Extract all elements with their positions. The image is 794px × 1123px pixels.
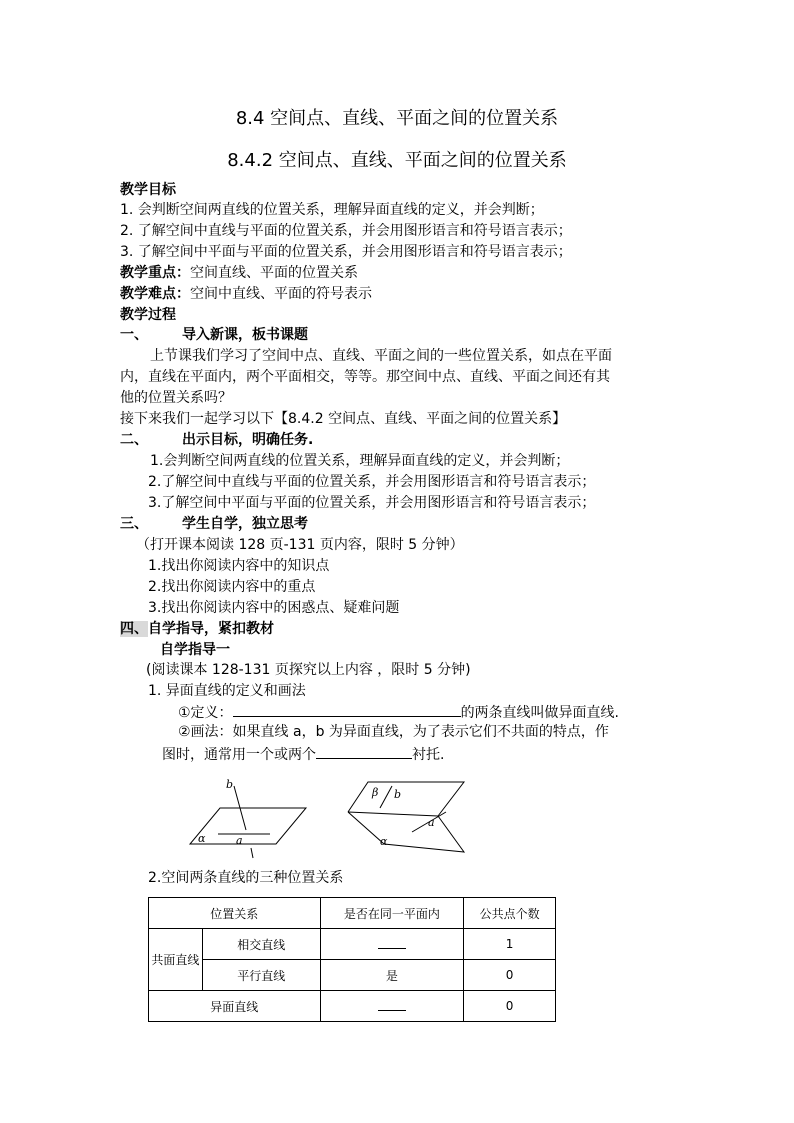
header-cell: 位置关系 [149,898,321,929]
intro-line: 内，直线在平面内，两个平面相交，等等。那空间中点、直线、平面之间还有其 [120,369,610,385]
relation-name: 平行直线 [202,960,320,991]
relation-name: 异面直线 [149,991,321,1022]
group-cell: 共面直线 [149,929,203,991]
section-title: 学生自学，独立思考 [182,516,308,532]
skew-lines-figure-one-plane [188,772,318,862]
header-cell: 公共点个数 [464,898,556,929]
section-title: 自学指导，紧扣教材 [148,621,274,637]
target-item: 2.了解空间中直线与平面的位置关系，并会用图形语言和符号语言表示； [148,474,596,490]
page-subtitle: 8.4.2 空间点、直线、平面之间的位置关系 [227,150,567,171]
label-alpha: α [380,835,388,848]
section-2-heading [120,430,313,450]
target-item: 1.会判断空间两直线的位置关系，理解异面直线的定义，并会判断； [150,453,570,469]
relation-name: 相交直线 [202,929,320,960]
label-b: b [226,778,234,791]
label-a: a [236,834,243,847]
goal-item: 1. 会判断空间两直线的位置关系，理解异面直线的定义，并会判断； [120,202,544,218]
definition-suffix: 的两条直线叫做异面直线. [460,705,620,721]
key-point: 教学重点：空间直线、平面的位置关系 [120,265,358,281]
section-title: 导入新课，板书课题 [182,327,308,343]
page-title: 8.4 空间点、直线、平面之间的位置关系 [235,108,559,129]
header-cell: 是否在同一平面内 [320,898,464,929]
draw-method-suffix: 衬托. [412,747,445,763]
draw-method-text: 图时，通常用一个或两个 [162,747,316,763]
table-row [149,929,556,960]
guide-title: 自学指导一 [160,642,230,658]
label-b: b [394,788,402,801]
draw-method-line-2 [162,744,444,765]
table-row [149,960,556,991]
line-relations-table [148,897,556,1022]
section-4-heading [120,619,274,639]
table-header-row [149,898,556,929]
draw-method-blank [316,744,412,759]
section-number: 四、 [120,621,148,637]
definition-blank [233,702,461,717]
item-2: 2.空间两条直线的三种位置关系 [148,870,344,886]
section-1-heading [120,325,308,345]
count-cell: 0 [464,960,556,991]
answer-blank [378,936,406,949]
intro-line: 接下来我们一起学习以下【8.4.2 空间点、直线、平面之间的位置关系】 [120,411,567,427]
draw-method-line: ②画法：如果直线 a，b 为异面直线，为了表示它们不共面的特点，作 [178,724,609,740]
plane-alpha [190,808,306,844]
process-heading: 教学过程 [120,307,176,323]
goals-heading: 教学目标 [120,182,176,198]
same-plane-cell [320,991,464,1022]
label-alpha: α [198,832,206,845]
goal-item: 2. 了解空间中直线与平面的位置关系，并会用图形语言和符号语言表示； [120,223,572,239]
difficulty: 教学难点：空间中直线、平面的符号表示 [120,286,372,302]
intro-line: 他的位置关系吗？ [120,390,232,406]
goal-item: 3. 了解空间中平面与平面的位置关系，并会用图形语言和符号语言表示； [120,244,572,260]
target-item: 3.了解空间中平面与平面的位置关系，并会用图形语言和符号语言表示； [148,495,596,511]
definition-line [178,702,619,723]
self-study-item: 3.找出你阅读内容中的困惑点、疑难问题 [148,600,400,616]
same-plane-cell: 是 [320,960,464,991]
self-study-note: （打开课本阅读 128 页-131 页内容，限时 5 分钟） [136,537,464,553]
section-number: 二、 [120,432,148,448]
section-number: 三、 [120,516,148,532]
same-plane-cell [320,929,464,960]
intro-line: 上节课我们学习了空间中点、直线、平面之间的一些位置关系，如点在平面 [150,348,612,364]
count-cell: 0 [464,991,556,1022]
label-a: a [428,816,435,829]
section-number: 一、 [120,327,148,343]
plane-alpha [348,812,464,852]
line-b-lower [251,848,253,858]
self-study-item: 1.找出你阅读内容中的知识点 [148,558,330,574]
table-row [149,991,556,1022]
label-beta: β [372,786,379,799]
intersection-line [348,812,438,816]
line-b [380,786,392,808]
section-3-heading [120,514,308,534]
skew-lines-figure-two-planes [340,772,470,858]
section-title: 出示目标，明确任务. [182,432,314,448]
definition-label: ①定义： [178,705,233,721]
plane-beta [348,782,464,816]
answer-blank [378,998,406,1011]
count-cell: 1 [464,929,556,960]
guide-note: (阅读课本 128-131 页探究以上内容 ，限时 5 分钟) [146,662,471,678]
self-study-item: 2.找出你阅读内容中的重点 [148,579,316,595]
item-1: 1. 异面直线的定义和画法 [148,683,306,699]
